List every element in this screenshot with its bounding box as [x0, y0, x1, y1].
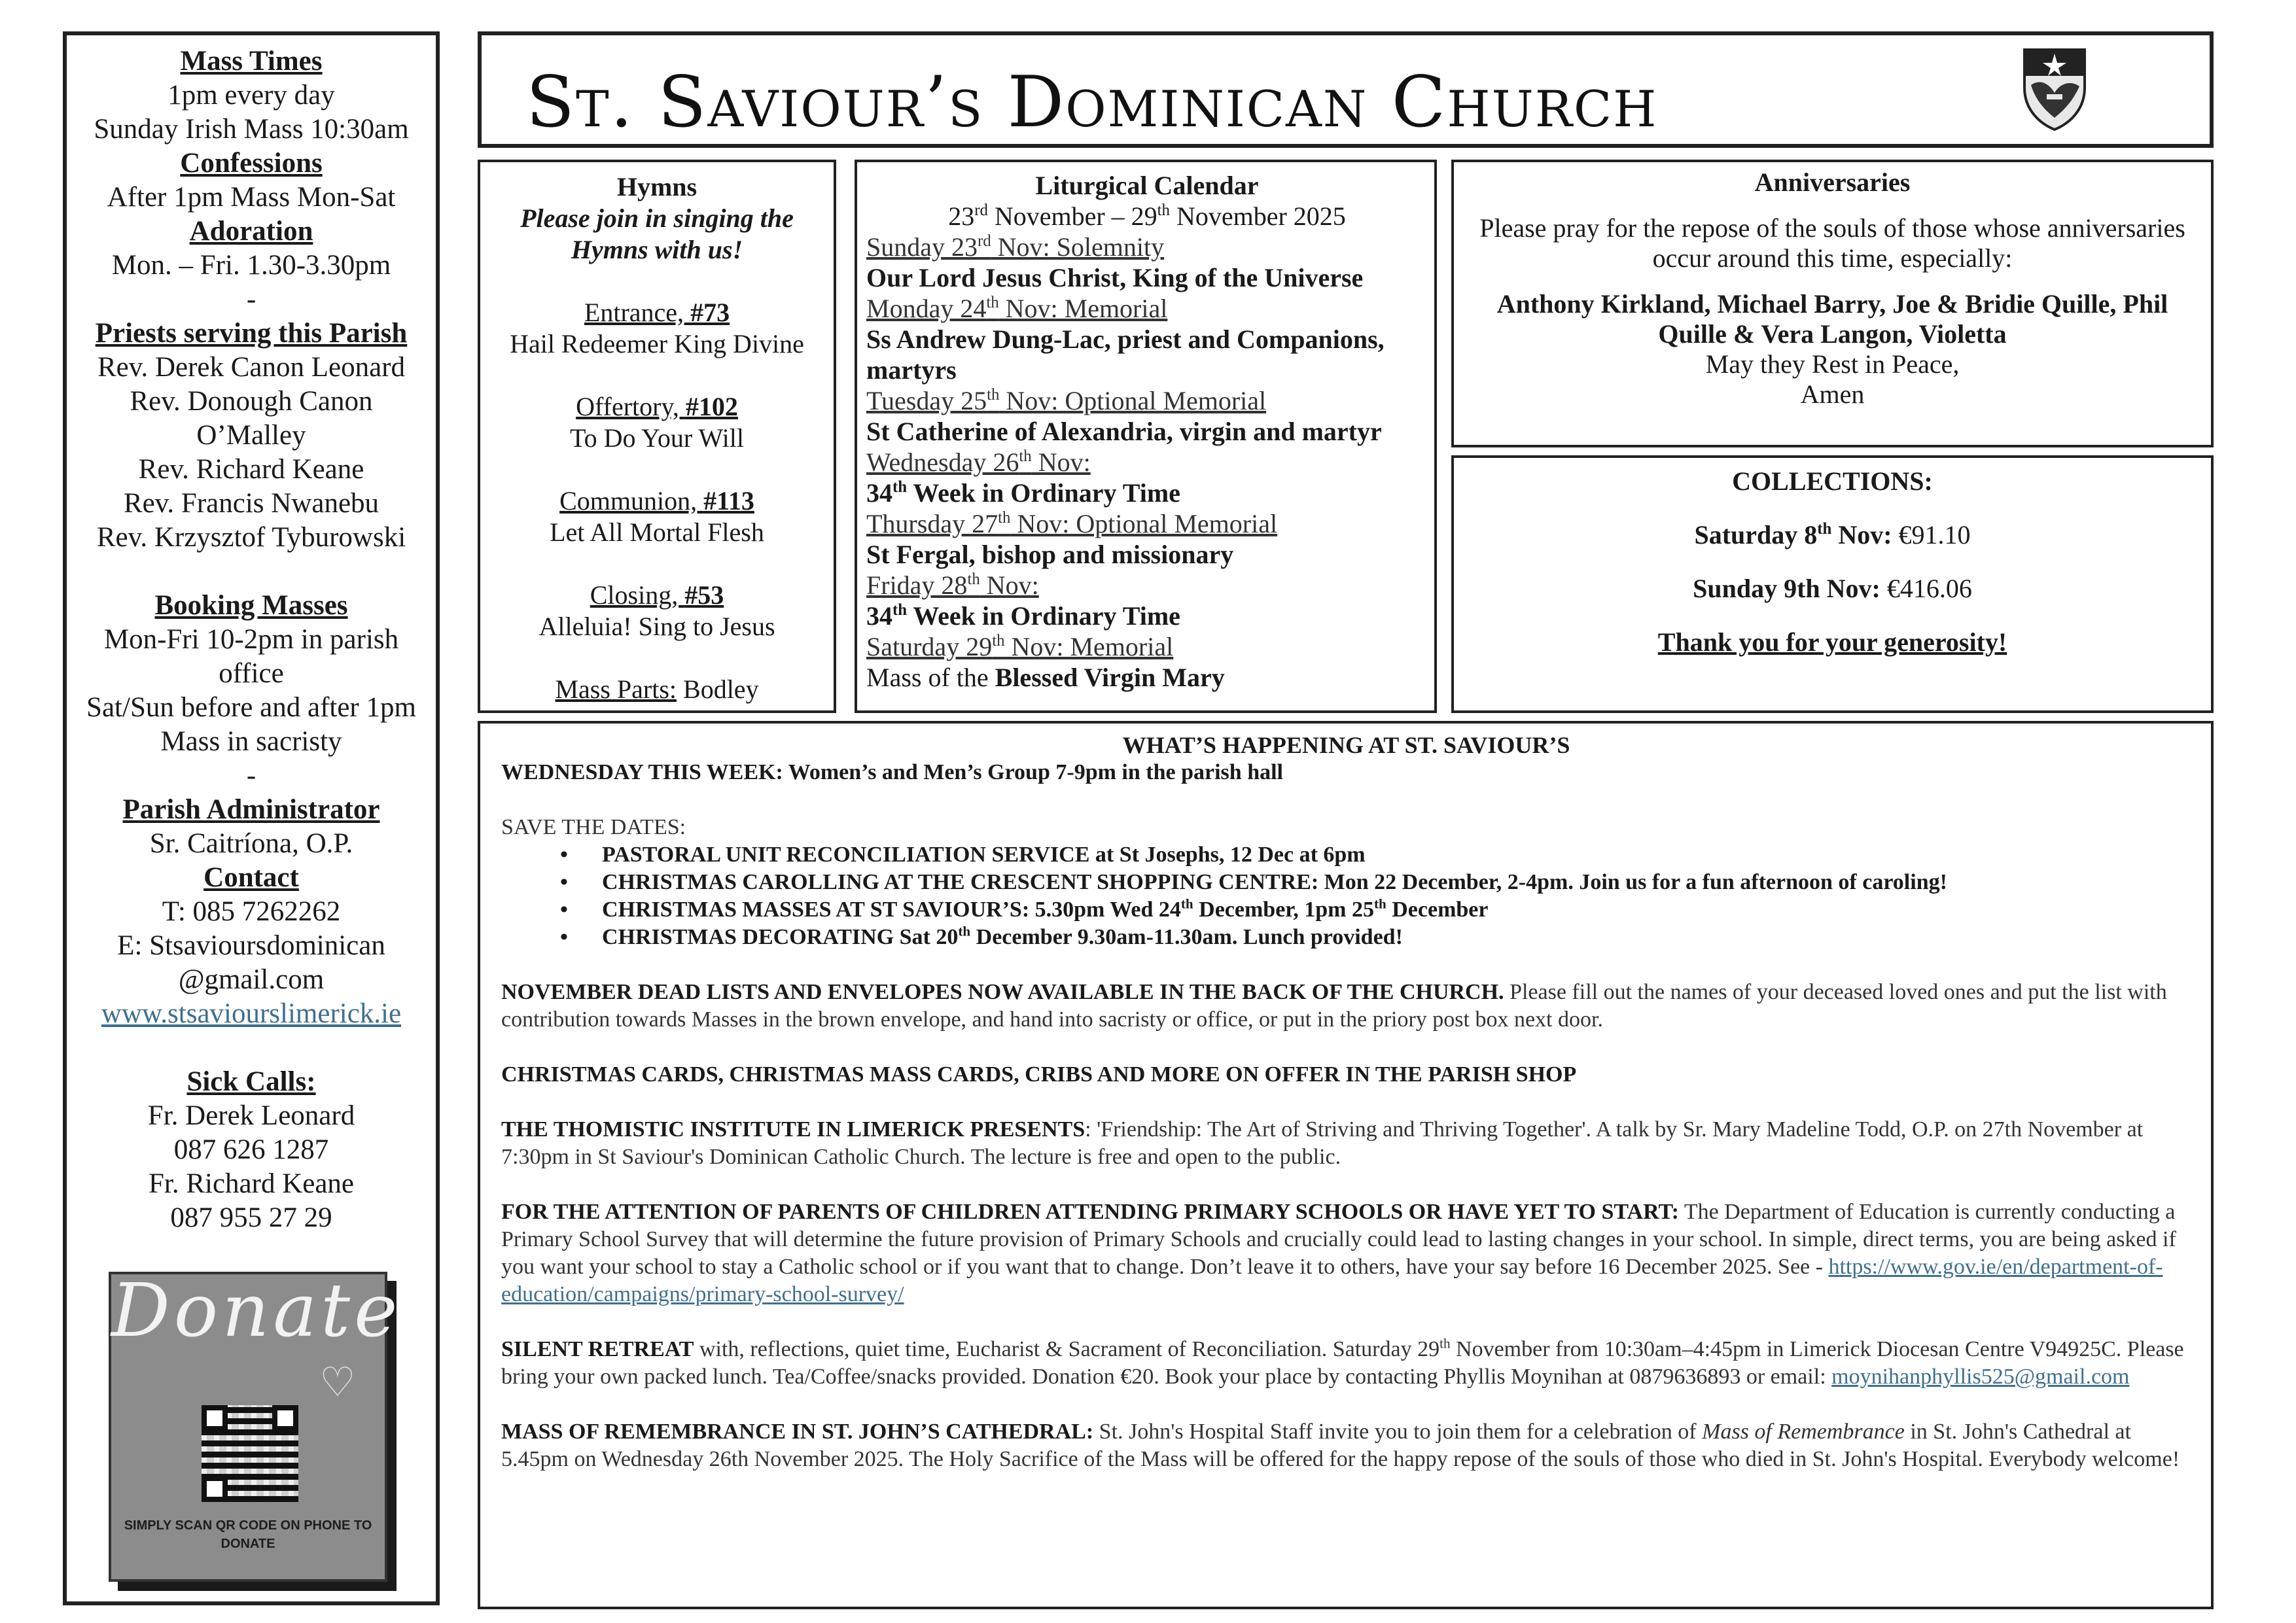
- anniversaries-amen: Amen: [1800, 379, 1865, 409]
- contact-heading: Contact: [203, 862, 299, 893]
- priest-name: Rev. Derek Canon Leonard: [97, 352, 406, 383]
- list-item: • CHRISTMAS MASSES AT ST SAVIOUR’S: 5.30pm Wed 24th December, 1pm 25th December: [560, 896, 2191, 924]
- calendar-day: Tuesday 25th Nov: Optional Memorial: [866, 386, 1267, 415]
- calendar-feast: 34th Week in Ordinary Time: [866, 601, 1180, 631]
- email-link[interactable]: moynihanphyllis525@gmail.com: [1831, 1365, 2130, 1389]
- hymn-offertory-title: To Do Your Will: [569, 423, 744, 453]
- anniversaries-names: Anthony Kirkland, Michael Barry, Joe & Bridie Quille, Phil Quille & Vera Langon, Violetta: [1496, 289, 2168, 349]
- list-item: • CHRISTMAS DECORATING Sat 20th December 9.30am-11.30am. Lunch provided!: [560, 924, 2191, 951]
- hymns-panel: [478, 160, 836, 713]
- calendar-range: 23rd November – 29th November 2025: [948, 201, 1346, 231]
- hymns-heading: Hymns: [616, 172, 698, 201]
- heart-in-hand-icon: ♡: [319, 1361, 356, 1405]
- save-dates-heading: SAVE THE DATES:: [501, 815, 686, 839]
- sick-call-name: Fr. Derek Leonard: [147, 1100, 355, 1131]
- collection-row: Saturday 8th Nov: €91.10: [1694, 520, 1971, 550]
- november-lists-notice: NOVEMBER DEAD LISTS AND ENVELOPES NOW AVAILABLE IN THE BACK OF THE CHURCH. Please fill out the names of your deceased loved ones and put the list with contribution towards Masses in the brown envelope, and hand into sacristy or office, or put in the priory post box next door.: [501, 980, 2167, 1032]
- separator-dash: -: [246, 284, 256, 315]
- hymns-subheading: Please join in singing the Hymns with us!: [520, 203, 794, 264]
- wednesday-notice: WEDNESDAY THIS WEEK: Women’s and Men’s Group 7-9pm in the parish hall: [501, 760, 1283, 784]
- calendar-feast: St Fergal, bishop and missionary: [866, 540, 1234, 569]
- confessions-heading: Confessions: [180, 148, 323, 179]
- calendar-heading: Liturgical Calendar: [1035, 171, 1259, 200]
- whats-happening-panel: [478, 721, 2214, 1609]
- qr-code-icon[interactable]: [202, 1405, 298, 1502]
- retreat-notice: SILENT RETREAT with, reflections, quiet time, Eucharist & Sacrament of Reconciliation. Saturday 29th November from 10:30am–4:45pm in Limerick Diocesan Centre V94925C. Please bring your own packed lunch. Tea/Coffee/snacks provided. Donation €20. Book your place by contacting Phyllis Moynihan at 0879636893 or email: moynihanphyllis525@gmail.com: [501, 1335, 2184, 1389]
- list-item: • PASTORAL UNIT RECONCILIATION SERVICE at St Josephs, 12 Dec at 6pm: [560, 841, 2191, 869]
- hymn-offertory-label: Offertory, #102: [576, 392, 738, 421]
- mass-parts: Mass Parts: Bodley: [555, 674, 759, 704]
- separator-dash: -: [246, 760, 256, 791]
- admin-heading: Parish Administrator: [122, 794, 380, 825]
- calendar-day: Thursday 27th Nov: Optional Memorial: [866, 509, 1278, 538]
- calendar-day: Saturday 29th Nov: Memorial: [866, 632, 1174, 661]
- priest-name: Rev. Richard Keane: [138, 454, 364, 485]
- calendar-feast: St Catherine of Alexandria, virgin and martyr: [866, 417, 1382, 446]
- page-header: [478, 31, 2214, 148]
- sick-call-name: Fr. Richard Keane: [148, 1168, 355, 1199]
- donate-title: Donate: [111, 1268, 402, 1353]
- calendar-day: Sunday 23rd Nov: Solemnity: [866, 232, 1165, 262]
- booking-weekday: Mon-Fri 10-2pm in parish office: [103, 624, 399, 689]
- calendar-day: Wednesday 26th Nov:: [866, 447, 1091, 477]
- mass-daily: 1pm every day: [168, 80, 335, 111]
- list-item: • CHRISTMAS CAROLLING AT THE CRESCENT SHOPPING CENTRE: Mon 22 December, 2-4pm. Join us for a fun afternoon of caroling!: [560, 869, 2191, 896]
- collections-thanks: Thank you for your generosity!: [1657, 627, 2007, 657]
- donate-caption: SIMPLY SCAN QR CODE ON PHONE TO DONATE: [124, 1518, 372, 1551]
- contact-phone: T: 085 7262262: [162, 896, 341, 927]
- hymn-closing-title: Alleluia! Sing to Jesus: [539, 612, 775, 641]
- dominican-crest-icon: [2021, 46, 2089, 132]
- save-dates-list: [560, 841, 2191, 951]
- calendar-day: Monday 24th Nov: Memorial: [866, 294, 1168, 323]
- donate-card[interactable]: [109, 1268, 402, 1582]
- anniversaries-panel: [1451, 160, 2214, 447]
- sidebar-panel: [63, 31, 440, 1605]
- hymn-entrance-title: Hail Redeemer King Divine: [510, 329, 804, 358]
- contact-email-domain: @gmail.com: [178, 964, 325, 995]
- booking-heading: Booking Masses: [154, 590, 348, 621]
- calendar-feast: 34th Week in Ordinary Time: [866, 478, 1180, 508]
- calendar-day: Friday 28th Nov:: [866, 570, 1039, 600]
- calendar-feast: Our Lord Jesus Christ, King of the Universe: [866, 263, 1364, 292]
- anniversaries-intro: Please pray for the repose of the souls of those whose anniversaries occur around this time, especially:: [1479, 213, 2185, 273]
- parents-notice: FOR THE ATTENTION OF PARENTS OF CHILDREN ATTENDING PRIMARY SCHOOLS OR HAVE YET TO START: The Department of Education is currently conducting a Primary School Survey that will determine the future provision of Primary Schools and crucially could lead to lasting changes in your school. In simple, direct terms, you are being asked if you want your school to stay a Catholic school or if you want that to change. Don’t leave it to others, have your say before 16 December 2025. See - https://www.gov.ie/en/department-of-education/campaigns/primary-school-survey/: [501, 1200, 2176, 1306]
- confessions-time: After 1pm Mass Mon-Sat: [107, 182, 396, 213]
- page-title: St. Saviour’s Dominican Church: [526, 61, 1658, 143]
- collection-row: Sunday 9th Nov: €416.06: [1693, 574, 1972, 603]
- collections-heading: COLLECTIONS:: [1732, 466, 1933, 496]
- remembrance-notice: MASS OF REMEMBRANCE IN ST. JOHN’S CATHEDRAL: St. John's Hospital Staff invite you to join them for a celebration of Mass of Remembrance in St. John's Cathedral at 5.45pm on Wednesday 26th November 2025. The Holy Sacrifice of the Mass will be offered for the happy repose of the souls of those who died in St. John's Hospital. Everybody welcome!: [501, 1420, 2180, 1471]
- mass-irish: Sunday Irish Mass 10:30am: [94, 114, 409, 145]
- priests-heading: Priests serving this Parish: [95, 318, 408, 349]
- hymn-entrance-label: Entrance, #73: [584, 298, 730, 327]
- website-link[interactable]: www.stsaviourslimerick.ie: [101, 998, 402, 1029]
- priest-name: Rev. Francis Nwanebu: [123, 488, 380, 519]
- mass-times-heading: Mass Times: [180, 46, 323, 77]
- collections-panel: [1451, 455, 2214, 713]
- anniversaries-closing: May they Rest in Peace,: [1705, 349, 1960, 379]
- booking-weekend: Sat/Sun before and after 1pm Mass in sacristy: [86, 692, 416, 757]
- admin-name: Sr. Caitríona, O.P.: [149, 828, 353, 859]
- adoration-time: Mon. – Fri. 1.30-3.30pm: [111, 250, 391, 281]
- cards-notice: CHRISTMAS CARDS, CHRISTMAS MASS CARDS, CRIBS AND MORE ON OFFER IN THE PARISH SHOP: [501, 1062, 1577, 1087]
- sick-call-phone: 087 626 1287: [173, 1134, 329, 1165]
- priest-name: Rev. Krzysztof Tyburowski: [96, 522, 406, 553]
- survey-link[interactable]: https://www.gov.ie/en/department-of-education/campaigns/primary-school-survey/: [501, 1255, 2163, 1306]
- happening-heading: WHAT’S HAPPENING AT ST. SAVIOUR’S: [1122, 732, 1570, 758]
- liturgical-calendar-panel: [855, 160, 1437, 713]
- priest-name: Rev. Donough Canon O’Malley: [130, 386, 373, 451]
- adoration-heading: Adoration: [189, 216, 313, 247]
- calendar-feast: Ss Andrew Dung-Lac, priest and Companions, martyrs: [866, 324, 1385, 385]
- hymn-closing-label: Closing, #53: [590, 580, 724, 610]
- sick-calls-heading: Sick Calls:: [186, 1066, 316, 1097]
- thomistic-notice: THE THOMISTIC INSTITUTE IN LIMERICK PRESENTS: 'Friendship: The Art of Striving and Thriving Together'. A talk by Sr. Mary Madeline Todd, O.P. on 27th November at 7:30pm in St Saviour's Dominican Catholic Church. The lecture is free and open to the public.: [501, 1117, 2144, 1169]
- calendar-feast: Mass of the Blessed Virgin Mary: [866, 663, 1225, 692]
- hymn-communion-label: Communion, #113: [559, 486, 754, 515]
- sick-call-phone: 087 955 27 29: [170, 1202, 332, 1233]
- hymn-communion-title: Let All Mortal Flesh: [550, 517, 764, 547]
- anniversaries-heading: Anniversaries: [1754, 167, 1911, 197]
- contact-email: E: Stsavioursdominican: [117, 930, 385, 961]
